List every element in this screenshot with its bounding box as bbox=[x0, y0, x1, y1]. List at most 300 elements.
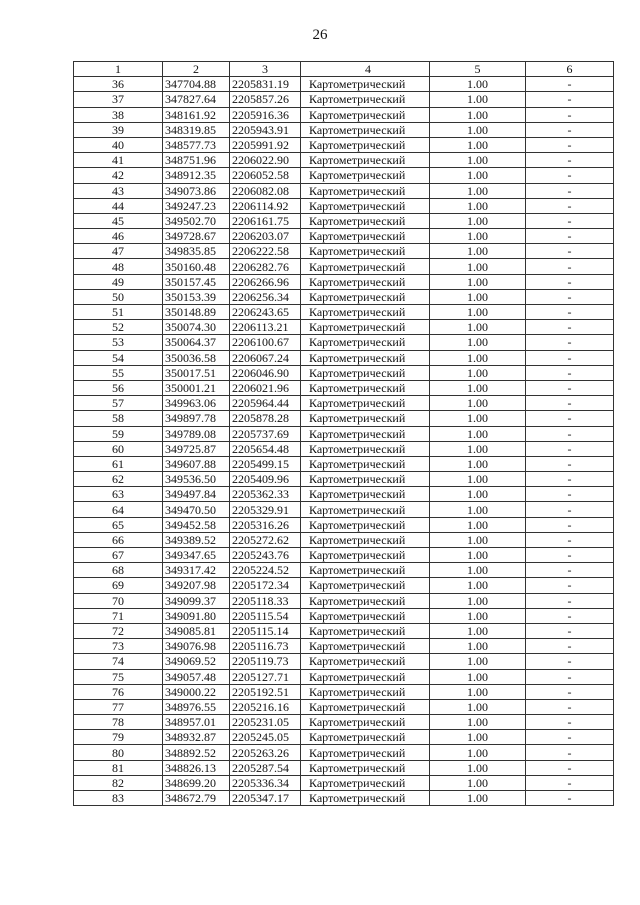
cell-method: Картометрический bbox=[301, 548, 430, 563]
cell-accuracy: 1.00 bbox=[430, 350, 526, 365]
cell-x-coordinate: 348826.13 bbox=[163, 760, 230, 775]
cell-point-number: 42 bbox=[74, 168, 163, 183]
cell-method: Картометрический bbox=[301, 259, 430, 274]
cell-accuracy: 1.00 bbox=[430, 77, 526, 92]
table-row bbox=[74, 198, 614, 213]
table-row bbox=[74, 441, 614, 456]
cell-method: Картометрический bbox=[301, 639, 430, 654]
cell-y-coordinate: 2205831.19 bbox=[230, 77, 301, 92]
cell-point-number: 43 bbox=[74, 183, 163, 198]
cell-accuracy: 1.00 bbox=[430, 426, 526, 441]
cell-x-coordinate: 348699.20 bbox=[163, 775, 230, 790]
cell-point-number: 58 bbox=[74, 411, 163, 426]
cell-accuracy: 1.00 bbox=[430, 137, 526, 152]
cell-x-coordinate: 349536.50 bbox=[163, 472, 230, 487]
cell-method: Картометрический bbox=[301, 441, 430, 456]
cell-x-coordinate: 350064.37 bbox=[163, 335, 230, 350]
cell-point-number: 80 bbox=[74, 745, 163, 760]
cell-note: - bbox=[526, 396, 614, 411]
cell-method: Картометрический bbox=[301, 791, 430, 806]
table-row bbox=[74, 259, 614, 274]
cell-point-number: 36 bbox=[74, 77, 163, 92]
cell-y-coordinate: 2205329.91 bbox=[230, 502, 301, 517]
cell-note: - bbox=[526, 244, 614, 259]
table-row bbox=[74, 229, 614, 244]
cell-method: Картометрический bbox=[301, 623, 430, 638]
cell-note: - bbox=[526, 760, 614, 775]
cell-note: - bbox=[526, 730, 614, 745]
cell-method: Картометрический bbox=[301, 456, 430, 471]
cell-method: Картометрический bbox=[301, 137, 430, 152]
cell-accuracy: 1.00 bbox=[430, 244, 526, 259]
cell-y-coordinate: 2205231.05 bbox=[230, 715, 301, 730]
cell-point-number: 47 bbox=[74, 244, 163, 259]
cell-note: - bbox=[526, 608, 614, 623]
table-row bbox=[74, 715, 614, 730]
cell-method: Картометрический bbox=[301, 320, 430, 335]
cell-point-number: 66 bbox=[74, 532, 163, 547]
cell-x-coordinate: 348672.79 bbox=[163, 791, 230, 806]
cell-x-coordinate: 350001.21 bbox=[163, 380, 230, 395]
cell-method: Картометрический bbox=[301, 760, 430, 775]
header-col-4: 4 bbox=[301, 62, 430, 77]
cell-accuracy: 1.00 bbox=[430, 593, 526, 608]
cell-method: Картометрический bbox=[301, 168, 430, 183]
cell-accuracy: 1.00 bbox=[430, 745, 526, 760]
cell-accuracy: 1.00 bbox=[430, 532, 526, 547]
table-row bbox=[74, 730, 614, 745]
cell-x-coordinate: 349835.85 bbox=[163, 244, 230, 259]
cell-note: - bbox=[526, 213, 614, 228]
cell-x-coordinate: 349073.86 bbox=[163, 183, 230, 198]
cell-accuracy: 1.00 bbox=[430, 760, 526, 775]
cell-method: Картометрический bbox=[301, 350, 430, 365]
cell-point-number: 59 bbox=[74, 426, 163, 441]
cell-x-coordinate: 349789.08 bbox=[163, 426, 230, 441]
cell-method: Картометрический bbox=[301, 563, 430, 578]
cell-y-coordinate: 2205362.33 bbox=[230, 487, 301, 502]
cell-accuracy: 1.00 bbox=[430, 92, 526, 107]
cell-note: - bbox=[526, 517, 614, 532]
cell-point-number: 79 bbox=[74, 730, 163, 745]
table-row bbox=[74, 745, 614, 760]
cell-note: - bbox=[526, 487, 614, 502]
cell-x-coordinate: 349057.48 bbox=[163, 669, 230, 684]
table-row bbox=[74, 380, 614, 395]
cell-note: - bbox=[526, 380, 614, 395]
cell-y-coordinate: 2205287.54 bbox=[230, 760, 301, 775]
cell-x-coordinate: 349000.22 bbox=[163, 684, 230, 699]
cell-point-number: 67 bbox=[74, 548, 163, 563]
cell-accuracy: 1.00 bbox=[430, 472, 526, 487]
cell-point-number: 46 bbox=[74, 229, 163, 244]
cell-method: Картометрический bbox=[301, 244, 430, 259]
cell-accuracy: 1.00 bbox=[430, 380, 526, 395]
cell-accuracy: 1.00 bbox=[430, 715, 526, 730]
cell-method: Картометрический bbox=[301, 107, 430, 122]
table-row bbox=[74, 365, 614, 380]
cell-y-coordinate: 2205737.69 bbox=[230, 426, 301, 441]
cell-y-coordinate: 2206203.07 bbox=[230, 229, 301, 244]
cell-note: - bbox=[526, 654, 614, 669]
header-col-2: 2 bbox=[163, 62, 230, 77]
cell-note: - bbox=[526, 715, 614, 730]
cell-x-coordinate: 348957.01 bbox=[163, 715, 230, 730]
cell-method: Картометрический bbox=[301, 426, 430, 441]
cell-point-number: 50 bbox=[74, 289, 163, 304]
cell-accuracy: 1.00 bbox=[430, 274, 526, 289]
table-row bbox=[74, 107, 614, 122]
cell-point-number: 69 bbox=[74, 578, 163, 593]
cell-x-coordinate: 350074.30 bbox=[163, 320, 230, 335]
header-row bbox=[74, 62, 614, 77]
cell-method: Картометрический bbox=[301, 365, 430, 380]
cell-x-coordinate: 349207.98 bbox=[163, 578, 230, 593]
cell-method: Картометрический bbox=[301, 517, 430, 532]
cell-accuracy: 1.00 bbox=[430, 502, 526, 517]
cell-point-number: 77 bbox=[74, 699, 163, 714]
cell-note: - bbox=[526, 745, 614, 760]
cell-note: - bbox=[526, 426, 614, 441]
cell-note: - bbox=[526, 411, 614, 426]
cell-method: Картометрический bbox=[301, 502, 430, 517]
cell-point-number: 60 bbox=[74, 441, 163, 456]
cell-x-coordinate: 347704.88 bbox=[163, 77, 230, 92]
cell-point-number: 75 bbox=[74, 669, 163, 684]
cell-x-coordinate: 349452.58 bbox=[163, 517, 230, 532]
cell-method: Картометрический bbox=[301, 183, 430, 198]
cell-accuracy: 1.00 bbox=[430, 563, 526, 578]
cell-x-coordinate: 349725.87 bbox=[163, 441, 230, 456]
cell-note: - bbox=[526, 289, 614, 304]
table-row bbox=[74, 335, 614, 350]
cell-y-coordinate: 2206113.21 bbox=[230, 320, 301, 335]
cell-method: Картометрический bbox=[301, 654, 430, 669]
cell-x-coordinate: 348912.35 bbox=[163, 168, 230, 183]
header-col-6: 6 bbox=[526, 62, 614, 77]
cell-y-coordinate: 2206161.75 bbox=[230, 213, 301, 228]
cell-note: - bbox=[526, 639, 614, 654]
cell-point-number: 48 bbox=[74, 259, 163, 274]
table-row bbox=[74, 396, 614, 411]
cell-note: - bbox=[526, 153, 614, 168]
cell-accuracy: 1.00 bbox=[430, 198, 526, 213]
cell-point-number: 81 bbox=[74, 760, 163, 775]
table-row bbox=[74, 578, 614, 593]
table-row bbox=[74, 502, 614, 517]
cell-y-coordinate: 2205857.26 bbox=[230, 92, 301, 107]
cell-accuracy: 1.00 bbox=[430, 153, 526, 168]
cell-note: - bbox=[526, 274, 614, 289]
cell-note: - bbox=[526, 456, 614, 471]
cell-method: Картометрический bbox=[301, 380, 430, 395]
cell-point-number: 55 bbox=[74, 365, 163, 380]
cell-note: - bbox=[526, 137, 614, 152]
table-row bbox=[74, 699, 614, 714]
table-body bbox=[74, 77, 614, 806]
cell-x-coordinate: 349897.78 bbox=[163, 411, 230, 426]
cell-y-coordinate: 2205347.17 bbox=[230, 791, 301, 806]
cell-point-number: 41 bbox=[74, 153, 163, 168]
cell-method: Картометрический bbox=[301, 274, 430, 289]
cell-point-number: 83 bbox=[74, 791, 163, 806]
cell-x-coordinate: 350148.89 bbox=[163, 305, 230, 320]
cell-accuracy: 1.00 bbox=[430, 669, 526, 684]
cell-point-number: 62 bbox=[74, 472, 163, 487]
cell-method: Картометрический bbox=[301, 153, 430, 168]
header-col-3: 3 bbox=[230, 62, 301, 77]
table-row bbox=[74, 411, 614, 426]
cell-y-coordinate: 2205272.62 bbox=[230, 532, 301, 547]
cell-note: - bbox=[526, 441, 614, 456]
cell-accuracy: 1.00 bbox=[430, 107, 526, 122]
cell-x-coordinate: 348976.55 bbox=[163, 699, 230, 714]
table-row bbox=[74, 320, 614, 335]
cell-note: - bbox=[526, 305, 614, 320]
header-col-5: 5 bbox=[430, 62, 526, 77]
header-col-1: 1 bbox=[74, 62, 163, 77]
table-row bbox=[74, 639, 614, 654]
cell-method: Картометрический bbox=[301, 699, 430, 714]
cell-point-number: 78 bbox=[74, 715, 163, 730]
cell-x-coordinate: 348577.73 bbox=[163, 137, 230, 152]
table-row bbox=[74, 563, 614, 578]
cell-x-coordinate: 348319.85 bbox=[163, 122, 230, 137]
cell-x-coordinate: 349389.52 bbox=[163, 532, 230, 547]
table-row bbox=[74, 623, 614, 638]
cell-point-number: 45 bbox=[74, 213, 163, 228]
cell-point-number: 65 bbox=[74, 517, 163, 532]
cell-y-coordinate: 2206222.58 bbox=[230, 244, 301, 259]
cell-method: Картометрический bbox=[301, 213, 430, 228]
table-header bbox=[74, 62, 614, 77]
cell-note: - bbox=[526, 699, 614, 714]
cell-accuracy: 1.00 bbox=[430, 608, 526, 623]
cell-method: Картометрический bbox=[301, 669, 430, 684]
cell-note: - bbox=[526, 669, 614, 684]
cell-x-coordinate: 350160.48 bbox=[163, 259, 230, 274]
cell-accuracy: 1.00 bbox=[430, 654, 526, 669]
cell-accuracy: 1.00 bbox=[430, 183, 526, 198]
cell-y-coordinate: 2206046.90 bbox=[230, 365, 301, 380]
cell-point-number: 61 bbox=[74, 456, 163, 471]
table-row bbox=[74, 654, 614, 669]
cell-x-coordinate: 349069.52 bbox=[163, 654, 230, 669]
cell-x-coordinate: 349085.81 bbox=[163, 623, 230, 638]
cell-y-coordinate: 2205991.92 bbox=[230, 137, 301, 152]
table-row bbox=[74, 593, 614, 608]
cell-point-number: 44 bbox=[74, 198, 163, 213]
cell-x-coordinate: 350153.39 bbox=[163, 289, 230, 304]
cell-note: - bbox=[526, 168, 614, 183]
cell-x-coordinate: 348161.92 bbox=[163, 107, 230, 122]
cell-y-coordinate: 2205118.33 bbox=[230, 593, 301, 608]
cell-point-number: 49 bbox=[74, 274, 163, 289]
cell-point-number: 56 bbox=[74, 380, 163, 395]
cell-note: - bbox=[526, 472, 614, 487]
cell-accuracy: 1.00 bbox=[430, 305, 526, 320]
table-row bbox=[74, 289, 614, 304]
cell-x-coordinate: 350017.51 bbox=[163, 365, 230, 380]
cell-y-coordinate: 2206067.24 bbox=[230, 350, 301, 365]
cell-note: - bbox=[526, 775, 614, 790]
cell-x-coordinate: 349317.42 bbox=[163, 563, 230, 578]
table-row bbox=[74, 426, 614, 441]
cell-accuracy: 1.00 bbox=[430, 122, 526, 137]
cell-note: - bbox=[526, 335, 614, 350]
cell-y-coordinate: 2205263.26 bbox=[230, 745, 301, 760]
cell-note: - bbox=[526, 593, 614, 608]
cell-x-coordinate: 349502.70 bbox=[163, 213, 230, 228]
table-row bbox=[74, 153, 614, 168]
cell-point-number: 68 bbox=[74, 563, 163, 578]
table-row bbox=[74, 350, 614, 365]
cell-y-coordinate: 2206243.65 bbox=[230, 305, 301, 320]
cell-point-number: 63 bbox=[74, 487, 163, 502]
table-row bbox=[74, 669, 614, 684]
cell-y-coordinate: 2206100.67 bbox=[230, 335, 301, 350]
table-row bbox=[74, 517, 614, 532]
cell-point-number: 51 bbox=[74, 305, 163, 320]
table-row bbox=[74, 122, 614, 137]
table-row bbox=[74, 168, 614, 183]
cell-accuracy: 1.00 bbox=[430, 699, 526, 714]
cell-y-coordinate: 2206052.58 bbox=[230, 168, 301, 183]
cell-note: - bbox=[526, 350, 614, 365]
cell-y-coordinate: 2205336.34 bbox=[230, 775, 301, 790]
table-row bbox=[74, 791, 614, 806]
cell-method: Картометрический bbox=[301, 745, 430, 760]
cell-note: - bbox=[526, 122, 614, 137]
cell-y-coordinate: 2206021.96 bbox=[230, 380, 301, 395]
cell-accuracy: 1.00 bbox=[430, 684, 526, 699]
cell-method: Картометрический bbox=[301, 532, 430, 547]
table-row bbox=[74, 305, 614, 320]
cell-x-coordinate: 349247.23 bbox=[163, 198, 230, 213]
cell-note: - bbox=[526, 320, 614, 335]
table-row bbox=[74, 183, 614, 198]
cell-point-number: 53 bbox=[74, 335, 163, 350]
cell-x-coordinate: 349470.50 bbox=[163, 502, 230, 517]
cell-note: - bbox=[526, 365, 614, 380]
cell-x-coordinate: 349076.98 bbox=[163, 639, 230, 654]
cell-method: Картометрический bbox=[301, 396, 430, 411]
cell-x-coordinate: 349607.88 bbox=[163, 456, 230, 471]
table-row bbox=[74, 244, 614, 259]
cell-point-number: 64 bbox=[74, 502, 163, 517]
cell-point-number: 39 bbox=[74, 122, 163, 137]
cell-accuracy: 1.00 bbox=[430, 578, 526, 593]
cell-note: - bbox=[526, 502, 614, 517]
cell-note: - bbox=[526, 259, 614, 274]
cell-y-coordinate: 2205192.51 bbox=[230, 684, 301, 699]
cell-method: Картометрический bbox=[301, 305, 430, 320]
cell-method: Картометрический bbox=[301, 335, 430, 350]
cell-y-coordinate: 2205943.91 bbox=[230, 122, 301, 137]
cell-x-coordinate: 349347.65 bbox=[163, 548, 230, 563]
cell-note: - bbox=[526, 791, 614, 806]
cell-point-number: 70 bbox=[74, 593, 163, 608]
table-row bbox=[74, 684, 614, 699]
cell-y-coordinate: 2205499.15 bbox=[230, 456, 301, 471]
cell-method: Картометрический bbox=[301, 289, 430, 304]
cell-note: - bbox=[526, 92, 614, 107]
table-row bbox=[74, 137, 614, 152]
table-row bbox=[74, 487, 614, 502]
table-row bbox=[74, 608, 614, 623]
cell-method: Картометрический bbox=[301, 593, 430, 608]
cell-method: Картометрический bbox=[301, 684, 430, 699]
cell-point-number: 74 bbox=[74, 654, 163, 669]
cell-method: Картометрический bbox=[301, 730, 430, 745]
cell-point-number: 54 bbox=[74, 350, 163, 365]
cell-method: Картометрический bbox=[301, 122, 430, 137]
table-row bbox=[74, 274, 614, 289]
cell-y-coordinate: 2205316.26 bbox=[230, 517, 301, 532]
cell-accuracy: 1.00 bbox=[430, 791, 526, 806]
cell-point-number: 72 bbox=[74, 623, 163, 638]
cell-y-coordinate: 2206022.90 bbox=[230, 153, 301, 168]
table-row bbox=[74, 472, 614, 487]
table-row bbox=[74, 532, 614, 547]
cell-method: Картометрический bbox=[301, 472, 430, 487]
cell-x-coordinate: 348892.52 bbox=[163, 745, 230, 760]
cell-point-number: 73 bbox=[74, 639, 163, 654]
cell-point-number: 37 bbox=[74, 92, 163, 107]
cell-y-coordinate: 2205224.52 bbox=[230, 563, 301, 578]
cell-point-number: 82 bbox=[74, 775, 163, 790]
cell-accuracy: 1.00 bbox=[430, 259, 526, 274]
cell-point-number: 40 bbox=[74, 137, 163, 152]
page-number: 26 bbox=[312, 27, 328, 43]
cell-y-coordinate: 2205115.14 bbox=[230, 623, 301, 638]
cell-y-coordinate: 2206082.08 bbox=[230, 183, 301, 198]
cell-y-coordinate: 2205119.73 bbox=[230, 654, 301, 669]
cell-method: Картометрический bbox=[301, 77, 430, 92]
cell-accuracy: 1.00 bbox=[430, 168, 526, 183]
cell-note: - bbox=[526, 198, 614, 213]
cell-point-number: 76 bbox=[74, 684, 163, 699]
cell-y-coordinate: 2205878.28 bbox=[230, 411, 301, 426]
table-row bbox=[74, 775, 614, 790]
cell-x-coordinate: 349091.80 bbox=[163, 608, 230, 623]
cell-note: - bbox=[526, 578, 614, 593]
cell-method: Картометрический bbox=[301, 487, 430, 502]
cell-accuracy: 1.00 bbox=[430, 320, 526, 335]
table-row bbox=[74, 77, 614, 92]
cell-point-number: 71 bbox=[74, 608, 163, 623]
cell-y-coordinate: 2205115.54 bbox=[230, 608, 301, 623]
cell-x-coordinate: 347827.64 bbox=[163, 92, 230, 107]
cell-point-number: 57 bbox=[74, 396, 163, 411]
cell-y-coordinate: 2205245.05 bbox=[230, 730, 301, 745]
cell-accuracy: 1.00 bbox=[430, 441, 526, 456]
cell-note: - bbox=[526, 623, 614, 638]
cell-y-coordinate: 2205216.16 bbox=[230, 699, 301, 714]
cell-x-coordinate: 350157.45 bbox=[163, 274, 230, 289]
cell-point-number: 38 bbox=[74, 107, 163, 122]
cell-accuracy: 1.00 bbox=[430, 639, 526, 654]
cell-accuracy: 1.00 bbox=[430, 487, 526, 502]
cell-y-coordinate: 2206282.76 bbox=[230, 259, 301, 274]
cell-accuracy: 1.00 bbox=[430, 335, 526, 350]
cell-note: - bbox=[526, 107, 614, 122]
cell-method: Картометрический bbox=[301, 198, 430, 213]
cell-y-coordinate: 2206256.34 bbox=[230, 289, 301, 304]
cell-accuracy: 1.00 bbox=[430, 396, 526, 411]
cell-y-coordinate: 2205964.44 bbox=[230, 396, 301, 411]
cell-x-coordinate: 348751.96 bbox=[163, 153, 230, 168]
